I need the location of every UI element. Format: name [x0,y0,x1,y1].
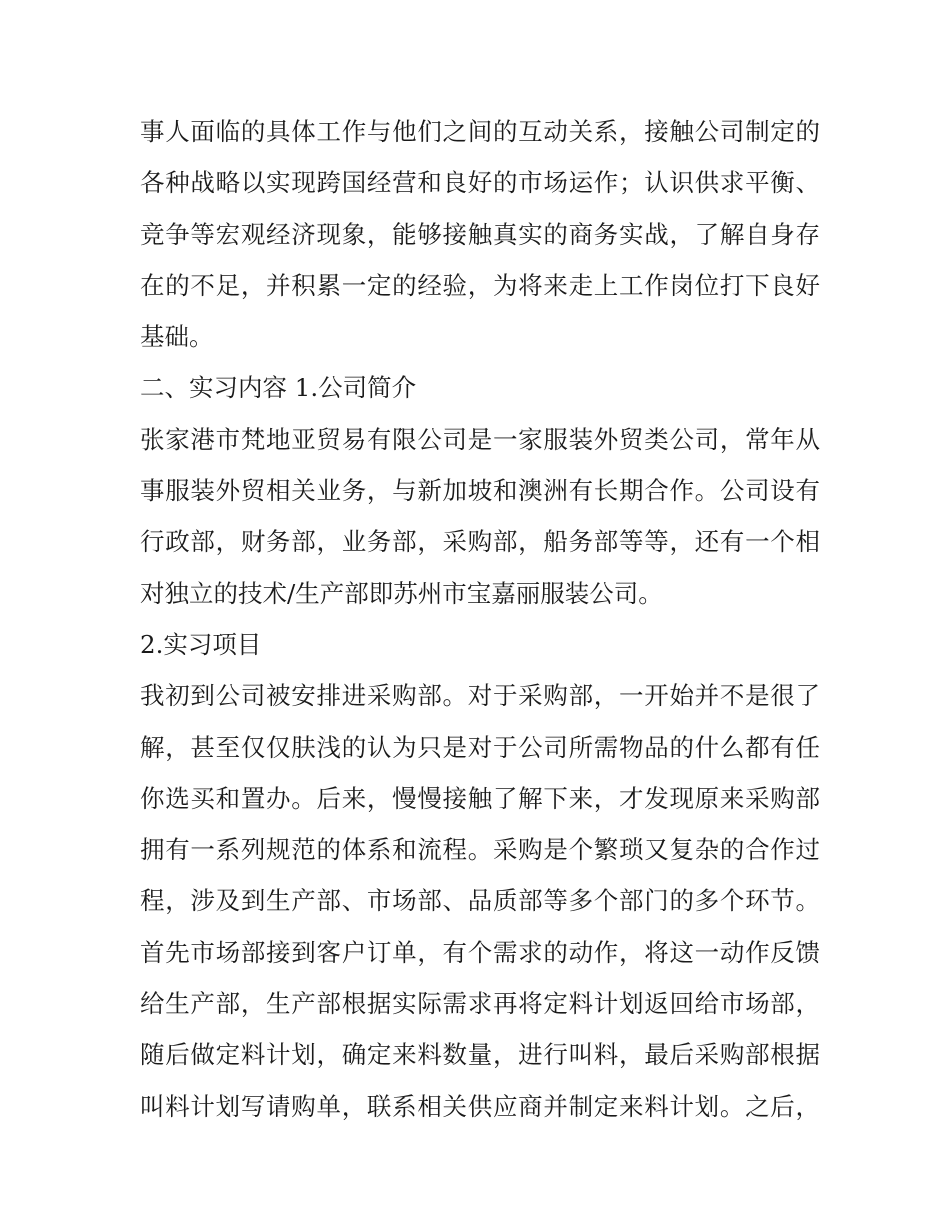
text-line: 随后做定料计划，确定来料数量，进行叫料，最后采购部根据 [140,1040,820,1070]
text-line: 张家港市梵地亚贸易有限公司是一家服装外贸类公司，常年从 [140,424,820,454]
text-line: 事人面临的具体工作与他们之间的互动关系，接触公司制定的 [140,117,820,146]
text-line: 解，甚至仅仅肤浅的认为只是对于公司所需物品的什么都有任 [140,732,820,762]
text-line: 拥有一系列规范的体系和流程。采购是个繁琐又复杂的合作过 [140,835,820,865]
text-line: 事服装外贸相关业务，与新加坡和澳洲有长期合作。公司设有 [140,476,820,506]
text-line: 我初到公司被安排进采购部。对于采购部，一开始并不是很了 [140,681,820,711]
text-line: 对独立的技术/生产部即苏州市宝嘉丽服装公司。 [140,578,663,608]
text-line: 各种战略以实现跨国经营和良好的市场运作；认识供求平衡、 [140,168,820,198]
text-line: 首先市场部接到客户订单，有个需求的动作，将这一动作反馈 [140,937,820,967]
text-line: 给生产部，生产部根据实际需求再将定料计划返回给市场部， [140,989,820,1019]
section-heading: 二、实习内容 1.公司简介 [140,373,417,403]
text-line: 程，涉及到生产部、市场部、品质部等多个部门的多个环节。 [140,886,820,916]
text-line: 你选买和置办。后来，慢慢接触了解下来，才发现原来采购部 [140,783,820,813]
text-line: 竞争等宏观经济现象，能够接触真实的商务实战，了解自身存 [140,219,820,249]
text-line: 叫料计划写请购单，联系相关供应商并制定来料计划。之后， [140,1091,820,1121]
document-body [140,106,820,1132]
text-line: 在的不足，并积累一定的经验，为将来走上工作岗位打下良好 [140,270,820,300]
text-line: 行政部，财务部，业务部，采购部，船务部等等，还有一个相 [140,527,820,557]
text-line: 基础。 [140,322,214,352]
section-heading: 2.实习项目 [140,629,262,659]
